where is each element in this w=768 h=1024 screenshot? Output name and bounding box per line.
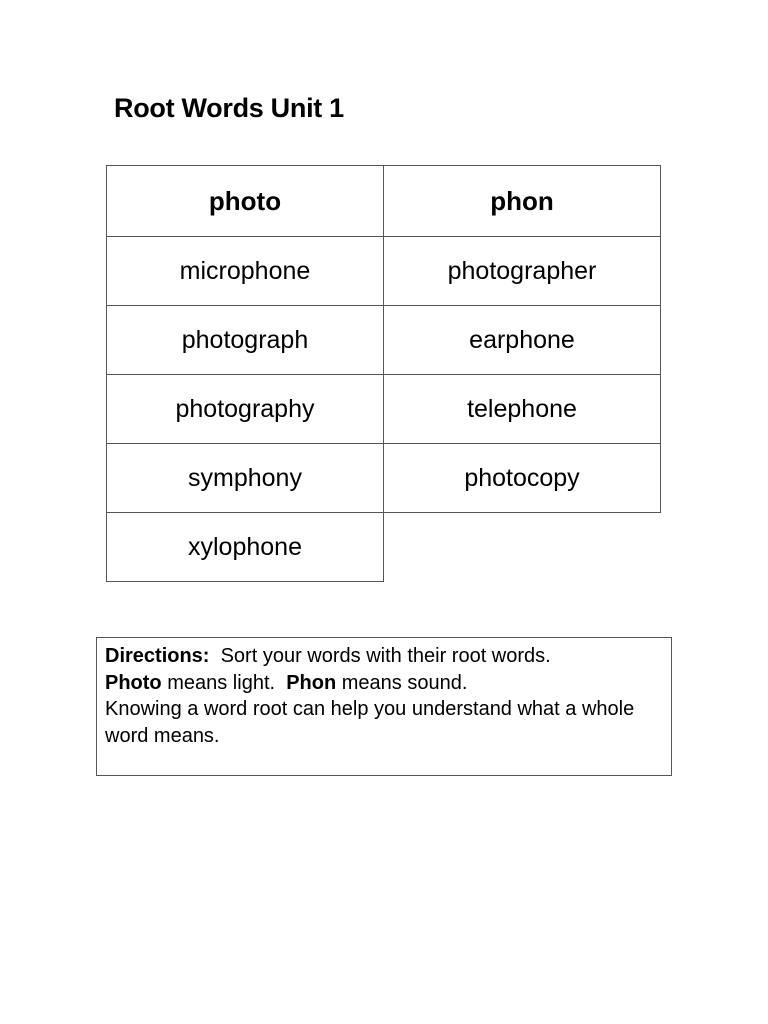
table-cell: microphone: [107, 237, 384, 306]
header-phon: phon: [384, 166, 661, 237]
table-header-row: [107, 166, 661, 237]
directions-line-2: [105, 670, 663, 697]
table-row: [107, 444, 661, 513]
directions-box: [96, 637, 672, 776]
table-cell: telephone: [384, 375, 661, 444]
table-cell: xylophone: [107, 513, 384, 582]
table-row: [107, 513, 661, 582]
table-cell: earphone: [384, 306, 661, 375]
table-row: [107, 237, 661, 306]
photo-term: Photo: [105, 671, 162, 694]
table-cell: symphony: [107, 444, 384, 513]
table-cell: photographer: [384, 237, 661, 306]
directions-instruction: Sort your words with their root words.: [220, 645, 551, 667]
directions-note: Knowing a word root can help you understand what a whole word means.: [105, 698, 635, 747]
photo-meaning: means light.: [167, 671, 276, 694]
phon-term: Phon: [286, 671, 337, 694]
root-words-table: [106, 165, 661, 582]
page-title: Root Words Unit 1: [114, 93, 344, 123]
directions-label: Directions:: [105, 645, 210, 667]
phon-meaning: means sound.: [341, 671, 468, 694]
table-cell: photocopy: [384, 444, 661, 513]
table-cell: photograph: [107, 306, 384, 375]
directions-line-1: [105, 643, 663, 670]
table-cell: photography: [107, 375, 384, 444]
table-cell-empty: [384, 513, 661, 582]
header-photo: photo: [107, 166, 384, 237]
table-row: [107, 375, 661, 444]
table-row: [107, 306, 661, 375]
